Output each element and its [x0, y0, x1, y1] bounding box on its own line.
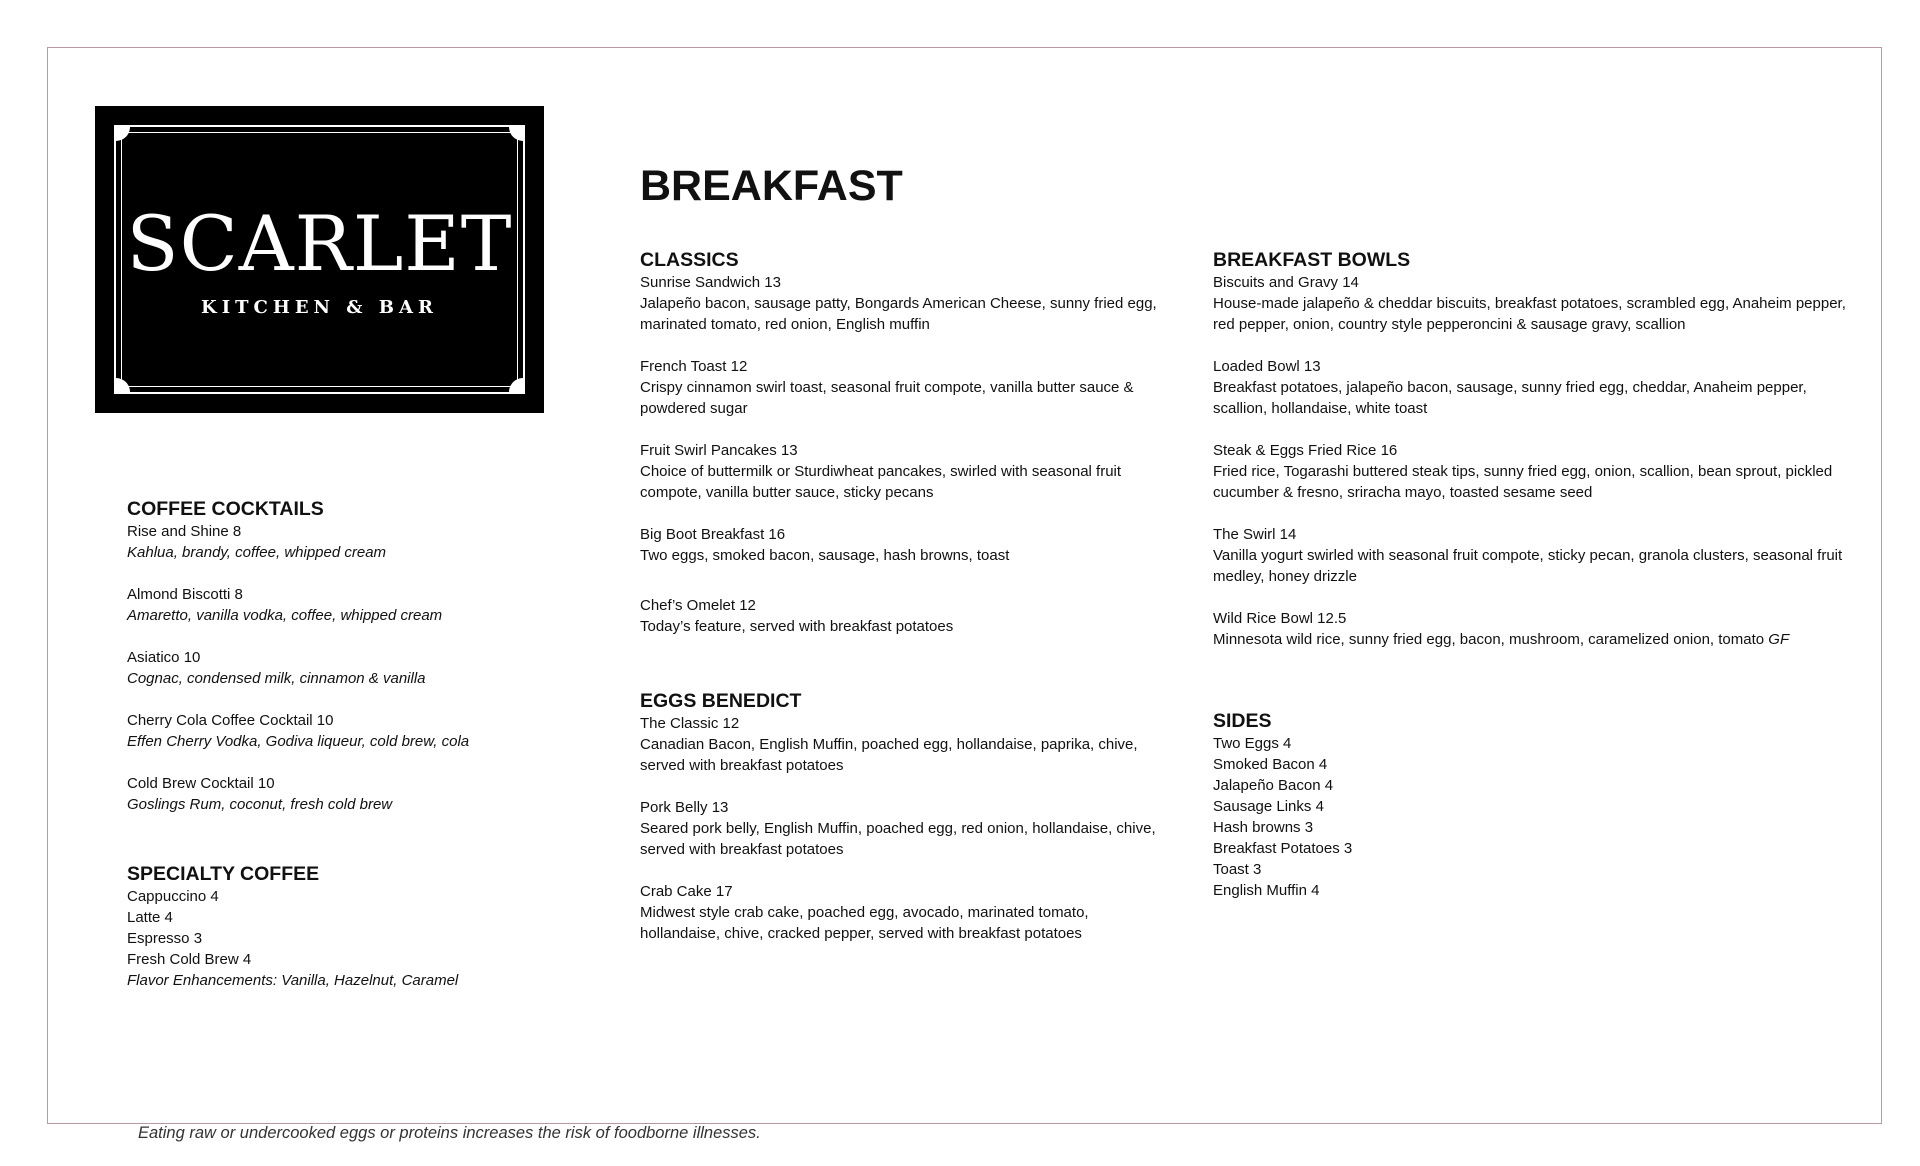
menu-item: Fresh Cold Brew 4 [127, 951, 252, 969]
menu-item [1213, 440, 1853, 503]
menu-item [640, 713, 1160, 776]
page-title: BREAKFAST [640, 162, 903, 210]
section-heading: COFFEE COCKTAILS [127, 498, 324, 520]
menu-item: Toast 3 [1213, 861, 1262, 879]
item-title: Biscuits and Gravy 14 [1213, 274, 1359, 292]
menu-item: Cappuccino 4 [127, 888, 219, 906]
item-title: Fruit Swirl Pancakes 13 [640, 442, 798, 460]
item-description: Jalapeño bacon, sausage patty, Bongards American Cheese, sunny fried egg, marinated tomato, red onion, English muffin [640, 295, 1157, 334]
item-title: Pork Belly 13 [640, 799, 729, 817]
gluten-free-tag: GF [1768, 631, 1790, 649]
item-title: Loaded Bowl 13 [1213, 358, 1321, 376]
sides-section [1213, 710, 1613, 901]
item-description: House-made jalapeño & cheddar biscuits, breakfast potatoes, scrambled egg, Anaheim pepper, red pepper, onion, country style pepperoncini & sausage gravy, scallion [1213, 295, 1846, 334]
item-title: The Swirl 14 [1213, 526, 1297, 544]
item-title: Asiatico 10 [127, 649, 201, 667]
menu-item [1213, 356, 1853, 419]
menu-item [640, 272, 1160, 335]
food-safety-disclaimer: Eating raw or undercooked eggs or proteins increases the risk of foodborne illnesses. [138, 1124, 761, 1142]
menu-item [1213, 524, 1853, 587]
item-description: Choice of buttermilk or Sturdiwheat pancakes, swirled with seasonal fruit compote, vanilla butter sauce, sticky pecans [640, 463, 1122, 502]
flavor-note: Flavor Enhancements: Vanilla, Hazelnut, Caramel [127, 972, 459, 990]
scarlet-logo [95, 106, 544, 413]
logo-subtitle: KITCHEN & BAR [201, 297, 438, 318]
menu-item [1213, 272, 1853, 335]
menu-item [127, 710, 567, 752]
menu-item [1213, 608, 1853, 650]
item-title: Sunrise Sandwich 13 [640, 274, 781, 292]
item-title: Big Boot Breakfast 16 [640, 526, 786, 544]
menu-item: Espresso 3 [127, 930, 203, 948]
item-title: Wild Rice Bowl 12.5 [1213, 610, 1347, 628]
item-title: The Classic 12 [640, 715, 740, 733]
item-description: Cognac, condensed milk, cinnamon & vanilla [127, 670, 426, 688]
menu-item: Sausage Links 4 [1213, 798, 1324, 816]
item-title: Cherry Cola Coffee Cocktail 10 [127, 712, 334, 730]
section-heading: EGGS BENEDICT [640, 690, 802, 712]
section-heading: CLASSICS [640, 249, 739, 271]
item-description: Vanilla yogurt swirled with seasonal fruit compote, sticky pecan, granola clusters, seasonal fruit medley, honey drizzle [1213, 547, 1843, 586]
item-title: French Toast 12 [640, 358, 748, 376]
menu-item: Jalapeño Bacon 4 [1213, 777, 1334, 795]
item-description: Goslings Rum, coconut, fresh cold brew [127, 796, 393, 814]
eggs-benedict-section [640, 690, 1160, 944]
item-description: Canadian Bacon, English Muffin, poached egg, hollandaise, paprika, chive, served with breakfast potatoes [640, 736, 1138, 775]
menu-item [640, 356, 1160, 419]
section-heading: SIDES [1213, 710, 1272, 732]
item-description: Kahlua, brandy, coffee, whipped cream [127, 544, 387, 562]
menu-item: English Muffin 4 [1213, 882, 1320, 900]
menu-item [640, 881, 1160, 944]
item-description: Fried rice, Togarashi buttered steak tips, sunny fried egg, onion, scallion, bean sprout, pickled cucumber & fresno, sriracha mayo, toasted sesame seed [1213, 463, 1833, 502]
item-title: Chef’s Omelet 12 [640, 597, 756, 615]
menu-item [127, 584, 567, 626]
menu-item [127, 647, 567, 689]
item-description [1213, 629, 1853, 650]
item-description: Amaretto, vanilla vodka, coffee, whipped cream [127, 607, 443, 625]
menu-item [127, 773, 567, 815]
section-heading: SPECIALTY COFFEE [127, 863, 320, 885]
coffee-cocktails-section [127, 498, 567, 815]
item-description: Today’s feature, served with breakfast potatoes [640, 618, 954, 636]
item-title: Cold Brew Cocktail 10 [127, 775, 275, 793]
item-title: Crab Cake 17 [640, 883, 733, 901]
item-description: Midwest style crab cake, poached egg, avocado, marinated tomato, hollandaise, chive, cracked pepper, served with breakfast potatoes [640, 904, 1089, 943]
breakfast-bowls-section [1213, 249, 1853, 650]
classics-section [640, 249, 1160, 637]
menu-item [640, 797, 1160, 860]
menu-item [640, 595, 1160, 637]
item-description: Breakfast potatoes, jalapeño bacon, sausage, sunny fried egg, cheddar, Anaheim pepper, scallion, hollandaise, white toast [1213, 379, 1807, 418]
menu-item [640, 524, 1160, 566]
item-description: Effen Cherry Vodka, Godiva liqueur, cold brew, cola [127, 733, 470, 751]
item-description: Crispy cinnamon swirl toast, seasonal fruit compote, vanilla butter sauce & powdered sugar [640, 379, 1134, 418]
specialty-coffee-section [127, 863, 567, 991]
item-title: Almond Biscotti 8 [127, 586, 243, 604]
menu-item: Breakfast Potatoes 3 [1213, 840, 1353, 858]
item-description: Two eggs, smoked bacon, sausage, hash browns, toast [640, 547, 1010, 565]
section-heading: BREAKFAST BOWLS [1213, 249, 1411, 271]
menu-item: Smoked Bacon 4 [1213, 756, 1328, 774]
menu-item: Two Eggs 4 [1213, 735, 1292, 753]
item-description-text: Minnesota wild rice, sunny fried egg, bacon, mushroom, caramelized onion, tomato [1213, 631, 1765, 649]
item-title: Rise and Shine 8 [127, 523, 242, 541]
item-title: Steak & Eggs Fried Rice 16 [1213, 442, 1398, 460]
logo-name: SCARLET [126, 199, 513, 288]
menu-item [640, 440, 1160, 503]
menu-item [127, 521, 567, 563]
item-description: Seared pork belly, English Muffin, poached egg, red onion, hollandaise, chive, served with breakfast potatoes [640, 820, 1156, 859]
menu-item: Latte 4 [127, 909, 173, 927]
menu-item: Hash browns 3 [1213, 819, 1314, 837]
